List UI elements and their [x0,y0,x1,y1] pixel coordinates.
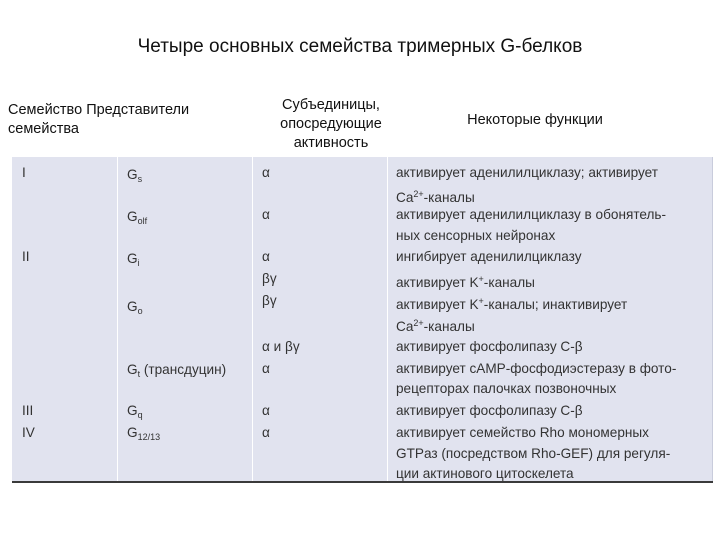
family-number: II [22,249,30,264]
header-family-line1: Семейство Представители [8,102,190,118]
header-functions: Некоторые функции [467,112,603,128]
function-go-line3: активирует фосфолипазу C-β [396,339,583,354]
subunit-gi-alpha: α [262,249,270,264]
function-g12-13-line3: ции актинового цитоскелета [396,466,574,481]
subunit-gi-betagamma: βγ [262,271,277,286]
subunit-g12-13: α [262,425,270,440]
header-subunits [252,96,410,153]
function-gq-line1: активирует фосфолипазу C-β [396,403,583,418]
representative-gt: $G_t$ (трансдуцин) [127,362,227,379]
header-subunits-line1: Субъединицы, [282,97,380,113]
function-g12-13-line2: GTPаз (посредством Rho-GEF) для регуля- [396,446,671,461]
family-number: I [22,165,26,180]
function-golf-line2: ных сенсорных нейронах [396,228,556,243]
subunit-gq: α [262,403,270,418]
column-divider [387,157,388,482]
function-go-line2: $Ca^{2+}$-каналы [396,318,475,334]
representative-gs: $G_s$ [127,167,143,184]
representative-gi: $G_i$ [127,251,140,268]
function-golf-line1: активирует аденилилциклазу в обонятель- [396,207,667,222]
header-family-line2: семейства [8,121,79,137]
function-gt-line2: рецепторах палочках позвоночных [396,381,617,396]
representative-g12-13: $G_{12/13}$ [127,425,161,442]
subunit-gt: α [262,361,270,376]
header-subunits-line2: опосредующие [280,116,382,132]
header-subunits-line3: активность [293,135,369,151]
function-g12-13-line1: активирует семейство Rho мономерных [396,425,649,440]
function-gi-line1: ингибирует аденилилциклазу [396,249,582,264]
function-gs-line1: активирует аденилилциклазу; активирует [396,165,658,180]
header-family [8,101,258,139]
column-divider [117,157,118,482]
representative-golf: $G_{olf}$ [127,209,148,226]
family-number: III [22,403,34,418]
bottom-rule [12,481,713,483]
subunit-go-alpha-and-betagamma: α и βγ [262,339,300,354]
function-gi-line2: активирует K+-каналы [396,274,535,290]
page-title: Четыре основных семейства тримерных G-белков [137,36,583,57]
function-gs-line2: $Ca^{2+}$-каналы [396,189,475,205]
family-number: IV [22,425,35,440]
representative-go: $G_o$ [127,299,143,316]
column-divider [252,157,253,482]
subunit-gs: α [262,165,270,180]
function-gt-line1: активирует cAMP-фосфодиэстеразу в фото- [396,361,677,376]
function-go-line1: активирует K+-каналы; инактивирует [396,296,628,312]
representative-gq: $G_q$ [127,403,143,420]
subunit-golf: α [262,207,270,222]
subunit-go-betagamma: βγ [262,293,277,308]
